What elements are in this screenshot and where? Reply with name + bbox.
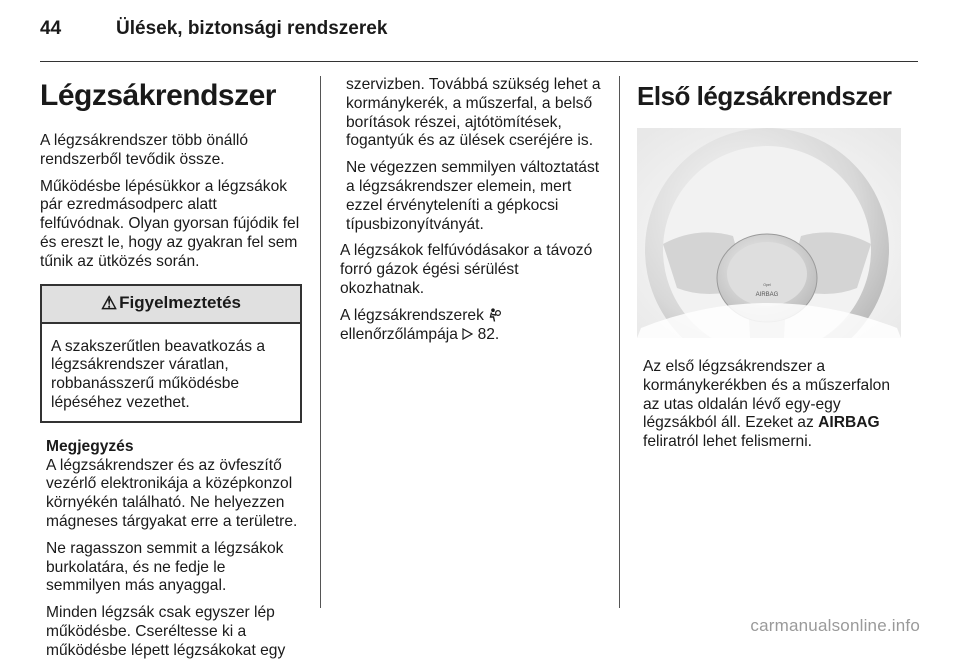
text-span: ellenőrzőlámpája <box>340 325 458 343</box>
section-heading-front-airbag: Első légzsákrendszer <box>637 81 892 111</box>
chapter-title: Ülések, biztonsági rendszerek <box>116 18 388 39</box>
paragraph: Működésbe lépésükkor a légzsákok pár ezredmásodperc alatt felfúvódnak. Olyan gyorsan fújódik fel és ereszt le, hogy az gyakran fel sem tűnik az ütközés során. <box>40 177 300 270</box>
column-divider <box>619 76 620 608</box>
text-span: Az első légzsákrendszer a kormánykerékben és a műszerfalon az utas oldalán lévő egy-egy légzsákból áll. Ezeket az <box>643 358 891 432</box>
paragraph: A légzsákok felfúvódásakor a távozó forró gázok égési sérülést okozhatnak. <box>340 242 593 297</box>
note-paragraph: Minden légzsák csak egyszer lép működésbe. Cseréltesse ki a működésbe lépett légzsákokat egy <box>46 604 286 659</box>
warning-text: A szakszerűtlen beavatkozás a légzsákrendszer váratlan, robbanásszerű működésbe lépéséhez vezethet. <box>51 337 266 411</box>
warning-title: Figyelmeztetés <box>119 293 242 313</box>
page-header <box>40 18 387 40</box>
airbag-keyword: AIRBAG <box>818 414 880 432</box>
steering-wheel-airbag-figure <box>637 128 901 338</box>
note-block <box>40 438 304 661</box>
figure-opel-label: Opel <box>763 283 771 287</box>
column-3 <box>637 78 903 460</box>
paragraph: szervizben. Továbbá szükség lehet a kormánykerék, a műszerfal, a belső borítások részei, ajtótömítések, fogantyúk és az ülések cseréjére is. <box>346 76 601 150</box>
airbag-person-icon <box>488 307 501 324</box>
warning-triangle-icon: ⚠ <box>100 293 118 314</box>
page-reference-icon <box>462 326 473 343</box>
paragraph <box>637 358 903 452</box>
watermark: carmanualsonline.info <box>750 616 920 635</box>
note-paragraph: Ne ragasszon semmit a légzsákok burkolatára, és ne fedje le semmilyen más anyaggal. <box>46 539 284 595</box>
text-span: feliratról lehet felismerni. <box>643 433 812 451</box>
section-heading-airbag-system: Légzsákrendszer <box>40 79 276 112</box>
column-1 <box>40 78 304 669</box>
page-number: 44 <box>40 18 62 39</box>
column-2 <box>340 76 604 352</box>
page-reference: 82. <box>477 325 500 343</box>
paragraph: Ne végezzen semmilyen változtatást a légzsákrendszer elemein, mert ezzel érvényteleníti a gépkocsi típusbizonyítványát. <box>346 159 600 233</box>
note-title: Megjegyzés <box>46 437 134 455</box>
warning-body <box>42 324 300 421</box>
figure-airbag-label: AIRBAG <box>755 292 779 298</box>
header-divider <box>40 61 918 62</box>
paragraph: A légzsákrendszer több önálló rendszerből tevődik össze. <box>40 132 249 168</box>
column-divider <box>320 76 321 608</box>
warning-box <box>40 284 302 423</box>
paragraph <box>340 307 604 345</box>
note-paragraph: A légzsákrendszer és az övfeszítő vezérlő elektronikája a középkonzol környékén található. Ne helyezzen mágneses tárgyakat erre a területre. <box>46 456 298 530</box>
warning-header <box>42 286 300 324</box>
text-span: A légzsákrendszerek <box>340 306 484 324</box>
